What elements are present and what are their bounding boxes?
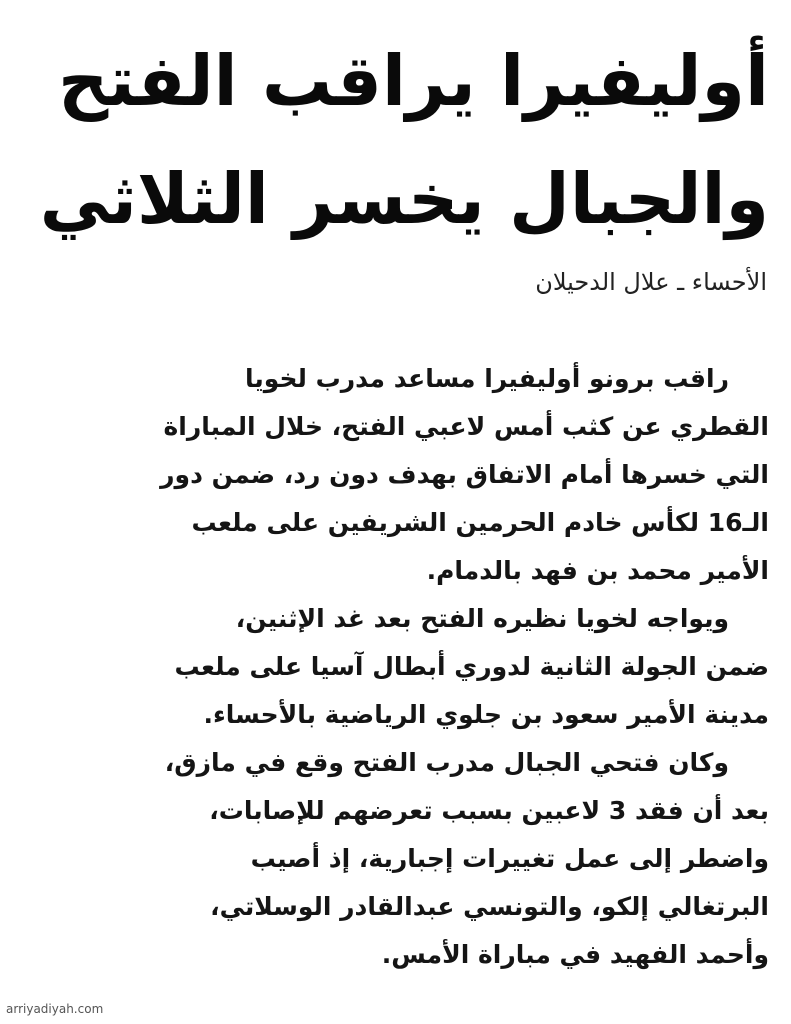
body-line-10: بعد أن فقد 3 لاعبين بسبب تعرضهم للإصابات، <box>209 796 769 825</box>
body-line-9: وكان فتحي الجبال مدرب الفتح وقع في مازق، <box>164 748 729 777</box>
body-line-5: الأمير محمد بن فهد بالدمام. <box>426 556 769 585</box>
body-line-8: مدينة الأمير سعود بن جلوي الرياضية بالأحساء. <box>203 700 769 729</box>
body-line-7: ضمن الجولة الثانية لدوري أبطال آسيا على ملعب <box>174 652 769 681</box>
body-line-11: واضطر إلى عمل تغييرات إجبارية، إذ أصيب <box>250 844 769 873</box>
body-line-12: البرتغالي إلكو، والتونسي عبدالقادر الوسلاتي، <box>210 892 769 921</box>
headline-line-2: والجبال يخسر الثلاثي <box>39 158 769 240</box>
body-line-1: راقب برونو أوليفيرا مساعد مدرب لخويا <box>245 364 729 393</box>
article-body <box>17 355 769 979</box>
body-line-6: ويواجه لخويا نظيره الفتح بعد غد الإثنين، <box>235 604 729 633</box>
body-line-13: وأحمد الفهيد في مباراة الأمس. <box>381 940 769 969</box>
article-headline <box>19 22 769 258</box>
headline-line-1: أوليفيرا يراقب الفتح <box>57 40 769 122</box>
body-line-4: الـ16 لكأس خادم الحرمين الشريفين على ملعب <box>191 508 769 537</box>
site-watermark: arriyadiyah.com <box>6 1002 104 1016</box>
article-byline: الأحساء ـ علال الدحيلان <box>535 268 767 296</box>
body-line-2: القطري عن كثب أمس لاعبي الفتح، خلال المباراة <box>163 412 769 441</box>
body-line-3: التي خسرها أمام الاتفاق بهدف دون رد، ضمن دور <box>160 460 769 489</box>
